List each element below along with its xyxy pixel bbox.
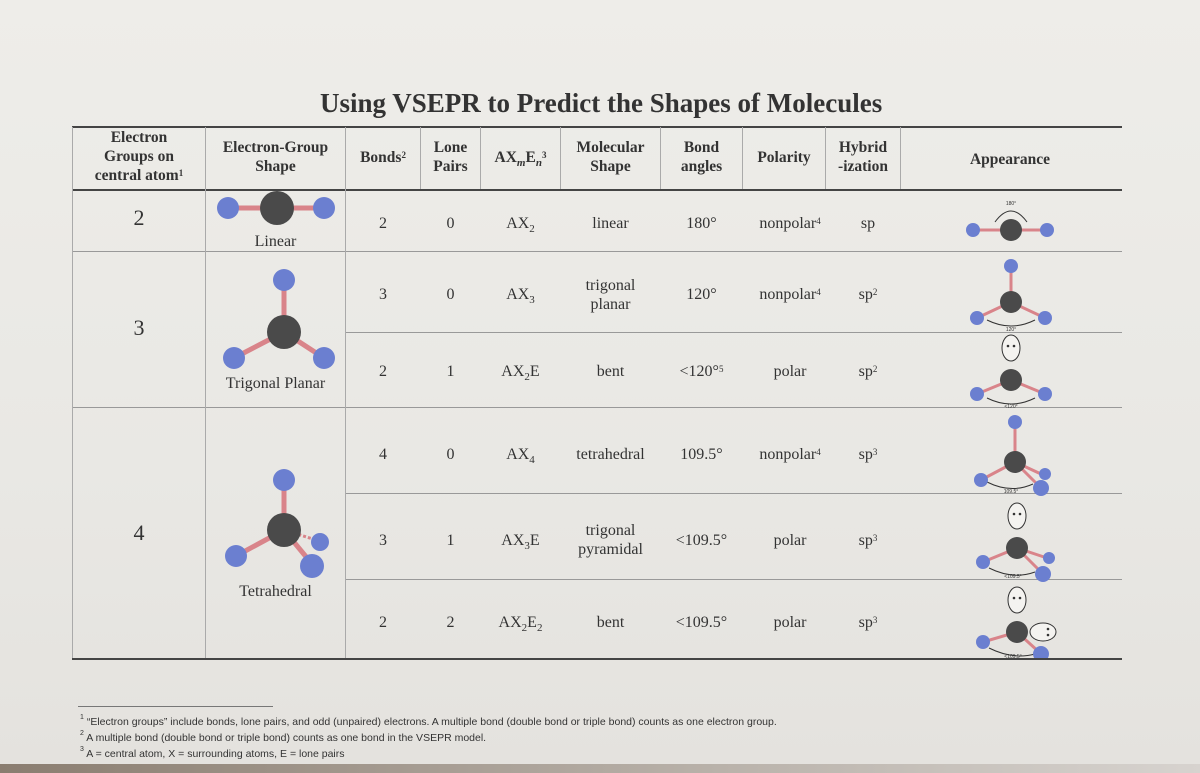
bond-angle-cell: [661, 445, 742, 464]
header-line: Groups on: [104, 148, 174, 165]
header-line: Electron-Group: [222, 139, 329, 156]
appearance-trigonal-pyramidal: [976, 503, 1055, 582]
hyb-value: sp: [858, 286, 873, 303]
molecular-shape-cell: bent: [596, 614, 625, 631]
footnote-ref: 2: [401, 150, 406, 160]
bonds-cell: 3: [379, 286, 387, 303]
header-line: Pairs: [433, 158, 468, 175]
bonds-cell: 2: [379, 215, 387, 232]
header-hybridization: [826, 138, 900, 176]
outer-atom: [1008, 415, 1022, 429]
polarity-value: nonpolar: [759, 286, 817, 303]
appearance-tetrahedral: [974, 415, 1051, 496]
header-line: Shape: [255, 158, 296, 175]
electron-group-diagrams: [206, 190, 344, 658]
header-lone-pairs: [421, 138, 480, 176]
outer-atom: [273, 469, 295, 491]
lone-pair-lobe: [1002, 335, 1020, 361]
page-edge-shadow: [0, 764, 1200, 773]
hyb-value: sp: [858, 614, 873, 631]
outer-atom: [970, 387, 984, 401]
lone-pairs-cell: 1: [446, 363, 455, 380]
footnote-ref: 4: [816, 216, 821, 226]
appearance-trigonal-planar: [970, 259, 1052, 333]
appearance-bent-tetrahedral: [976, 587, 1056, 658]
polarity-value: polar: [773, 614, 807, 631]
footnote-text: “Electron groups” include bonds, lone pairs, and odd (unpaired) electrons. A multiple bond (double bond or triple bond) counts as one electron group.: [86, 716, 777, 728]
hyb-superscript: 3: [872, 533, 878, 543]
subscript: n: [535, 157, 542, 170]
outer-atom: [1035, 566, 1051, 582]
header-polarity: Polarity: [757, 149, 811, 166]
bond-angle-cell: [661, 214, 742, 233]
molecular-shape-cell: [561, 276, 660, 314]
shape-line: planar: [590, 296, 631, 313]
bonds-cell: 2: [379, 614, 387, 631]
footnote: [80, 748, 345, 760]
hybridization-cell: [826, 613, 910, 632]
molecular-shape-cell: tetrahedral: [576, 446, 645, 463]
header-line: -ization: [838, 158, 888, 175]
footnote-ref: 5: [718, 364, 724, 374]
table-top-rule: [72, 126, 1122, 128]
central-atom: [260, 191, 294, 225]
subscript: m: [516, 157, 526, 170]
outer-atom: [311, 533, 329, 551]
footnote-rule: [78, 706, 273, 707]
polarity-value: nonpolar: [759, 446, 817, 463]
angle-value: 180°: [686, 215, 717, 232]
outer-atom: [1038, 387, 1052, 401]
axe-tail: E: [529, 363, 540, 380]
lone-pairs-cell: 0: [446, 446, 455, 463]
axe-cell: [481, 214, 560, 239]
angle-value: 109.5°: [680, 446, 723, 463]
eg-shape-label: Tetrahedral: [239, 583, 312, 600]
footnote-ref: 1: [178, 168, 184, 178]
footnote-ref: 4: [816, 447, 821, 457]
hybridization-cell: [826, 285, 910, 304]
central-atom: [1000, 219, 1022, 241]
molecular-shape-cell: [561, 521, 660, 559]
axe-cell: [481, 613, 560, 638]
eg-shape-label: Trigonal Planar: [225, 375, 326, 392]
axe-cell: [481, 445, 560, 470]
central-atom: [1004, 451, 1026, 473]
angle-value: <109.5°: [675, 614, 728, 631]
outer-atom: [313, 347, 335, 369]
header-line: Bonds: [360, 149, 402, 166]
axe-base: AX: [498, 614, 522, 631]
hyb-superscript: 3: [872, 615, 878, 625]
outer-atom: [1040, 223, 1054, 237]
footnote-number: 3: [80, 746, 84, 753]
outer-atom: [1033, 480, 1049, 496]
lone-pair-lobe: [1030, 623, 1056, 641]
header-line: Molecular: [576, 139, 645, 156]
header-molecular-shape: [561, 138, 660, 176]
header-line: E: [525, 149, 536, 166]
axe-base: AX: [501, 532, 525, 549]
axe-cell: [481, 531, 560, 556]
axe-subscript: 3: [529, 294, 535, 307]
header-line: Hybrid: [838, 139, 888, 156]
bonds-cell: 3: [379, 532, 387, 549]
axe-subscript: 2: [524, 371, 530, 384]
central-atom: [1000, 291, 1022, 313]
axe-base: AX: [501, 363, 525, 380]
bond-angle-cell: [661, 362, 742, 381]
axe-subscript: 2: [521, 622, 528, 635]
header-line: Shape: [590, 158, 631, 175]
header-axe-notation: [481, 148, 560, 173]
polarity-value: polar: [773, 363, 807, 380]
footnote-number: 1: [80, 714, 84, 721]
outer-atom: [225, 545, 247, 567]
lone-pair-lobe: [1008, 503, 1026, 529]
outer-atom: [217, 197, 239, 219]
hyb-superscript: 2: [872, 364, 878, 374]
hybridization-cell: [826, 214, 910, 233]
lone-pairs-cell: 1: [446, 532, 455, 549]
footnote: [80, 716, 777, 728]
appearance-angle-label: 109.5°: [1003, 489, 1019, 495]
group-number: 2: [133, 205, 145, 230]
appearance-angle-label: <109.5°: [1004, 654, 1022, 658]
bonds-cell: 2: [379, 363, 387, 380]
footnote-number: 2: [80, 730, 84, 737]
header-appearance: Appearance: [969, 151, 1051, 168]
polarity-cell: [743, 285, 837, 304]
outer-atom: [1039, 468, 1051, 480]
header-bonds: [346, 148, 420, 167]
group-number: 3: [133, 315, 145, 340]
central-atom: [267, 513, 301, 547]
outer-atom: [313, 197, 335, 219]
molecular-shape-cell: bent: [596, 363, 625, 380]
header-line: Bond: [683, 139, 720, 156]
hybridization-cell: [826, 362, 910, 381]
outer-atom: [1004, 259, 1018, 273]
trigonal-planar-model: [223, 269, 335, 369]
polarity-cell: [743, 362, 837, 381]
outer-atom: [273, 269, 295, 291]
axe-subscript: 2: [529, 223, 535, 236]
appearance-linear: [966, 201, 1054, 241]
hyb-value: sp: [858, 363, 873, 380]
appearance-bent-trigonal: [970, 335, 1052, 410]
angle-value: 120°: [686, 286, 717, 303]
outer-atom: [966, 223, 980, 237]
central-atom: [1006, 621, 1028, 643]
outer-atom: [976, 555, 990, 569]
page-title: Using VSEPR to Predict the Shapes of Molecules: [320, 88, 883, 118]
outer-atom: [974, 473, 988, 487]
angle-value: <120°: [679, 363, 719, 380]
hyb-superscript: 2: [872, 287, 878, 297]
outer-atom: [976, 635, 990, 649]
header-electron-groups: [74, 128, 204, 185]
header-line: Electron: [110, 129, 168, 146]
header-line: angles: [680, 158, 723, 175]
footnote: [80, 732, 486, 744]
outer-atom: [1043, 552, 1055, 564]
lone-pair-lobe: [1008, 587, 1026, 613]
footnote-ref: 4: [816, 287, 821, 297]
hyb-value: sp: [860, 215, 876, 232]
appearance-angle-label: <109.5°: [1004, 574, 1022, 580]
bond-angle-cell: [661, 613, 742, 632]
lone-pairs-cell: 0: [446, 286, 455, 303]
header-line: Lone: [433, 139, 468, 156]
eg-shape-label: Linear: [254, 233, 297, 250]
polarity-cell: [743, 214, 837, 233]
axe-subscript: 4: [529, 454, 535, 467]
axe-base: AX: [506, 446, 530, 463]
appearance-angle-label: 120°: [1005, 327, 1017, 333]
polarity-cell: [743, 531, 837, 550]
axe-base: AX: [506, 286, 530, 303]
linear-model: [217, 191, 335, 225]
hyb-value: sp: [858, 446, 873, 463]
appearance-angle-label: <120°: [1004, 404, 1018, 410]
axe-cell: [481, 285, 560, 310]
axe-tail: E: [529, 532, 540, 549]
polarity-cell: [743, 613, 837, 632]
bond-angle-cell: [661, 285, 742, 304]
appearance-models: [955, 190, 1075, 658]
angle-value: <109.5°: [675, 532, 728, 549]
column-divider: [345, 127, 346, 658]
axe-subscript: 2: [536, 622, 543, 635]
lone-pairs-cell: 2: [446, 614, 455, 631]
header-electron-group-shape: [207, 138, 344, 176]
polarity-value: polar: [773, 532, 807, 549]
shape-line: trigonal: [585, 277, 636, 294]
column-divider: [72, 127, 73, 658]
axe-tail: E: [527, 614, 537, 631]
hybridization-cell: [826, 531, 910, 550]
axe-subscript: 3: [524, 540, 530, 553]
header-bond-angles: [661, 138, 742, 176]
bonds-cell: 4: [379, 446, 387, 463]
tetrahedral-model: [225, 469, 329, 578]
header-line: central atom: [94, 167, 179, 184]
shape-line: trigonal: [585, 522, 636, 539]
table-bottom-rule: [72, 658, 1122, 660]
molecular-shape-cell: linear: [592, 215, 629, 232]
outer-atom: [300, 554, 324, 578]
footnote-text: A multiple bond (double bond or triple bond) counts as one bond in the VSEPR model.: [86, 732, 487, 744]
axe-cell: [481, 362, 560, 387]
group-number: 4: [133, 520, 145, 545]
polarity-cell: [743, 445, 837, 464]
outer-atom: [223, 347, 245, 369]
hybridization-cell: [826, 445, 910, 464]
hyb-value: sp: [858, 532, 873, 549]
hyb-superscript: 3: [872, 447, 878, 457]
axe-base: AX: [506, 215, 530, 232]
appearance-angle-label: 180°: [1005, 201, 1017, 207]
footnote-ref: 3: [541, 150, 547, 160]
lone-pairs-cell: 0: [446, 215, 455, 232]
footnote-text: A = central atom, X = surrounding atoms, E = lone pairs: [86, 748, 345, 760]
central-atom: [1000, 369, 1022, 391]
shape-line: pyramidal: [578, 541, 643, 558]
header-line: AX: [494, 149, 517, 166]
polarity-value: nonpolar: [759, 215, 817, 232]
outer-atom: [1038, 311, 1052, 325]
bond-angle-cell: [661, 531, 742, 550]
column-divider: [900, 127, 901, 189]
central-atom: [267, 315, 301, 349]
central-atom: [1006, 537, 1028, 559]
outer-atom: [970, 311, 984, 325]
